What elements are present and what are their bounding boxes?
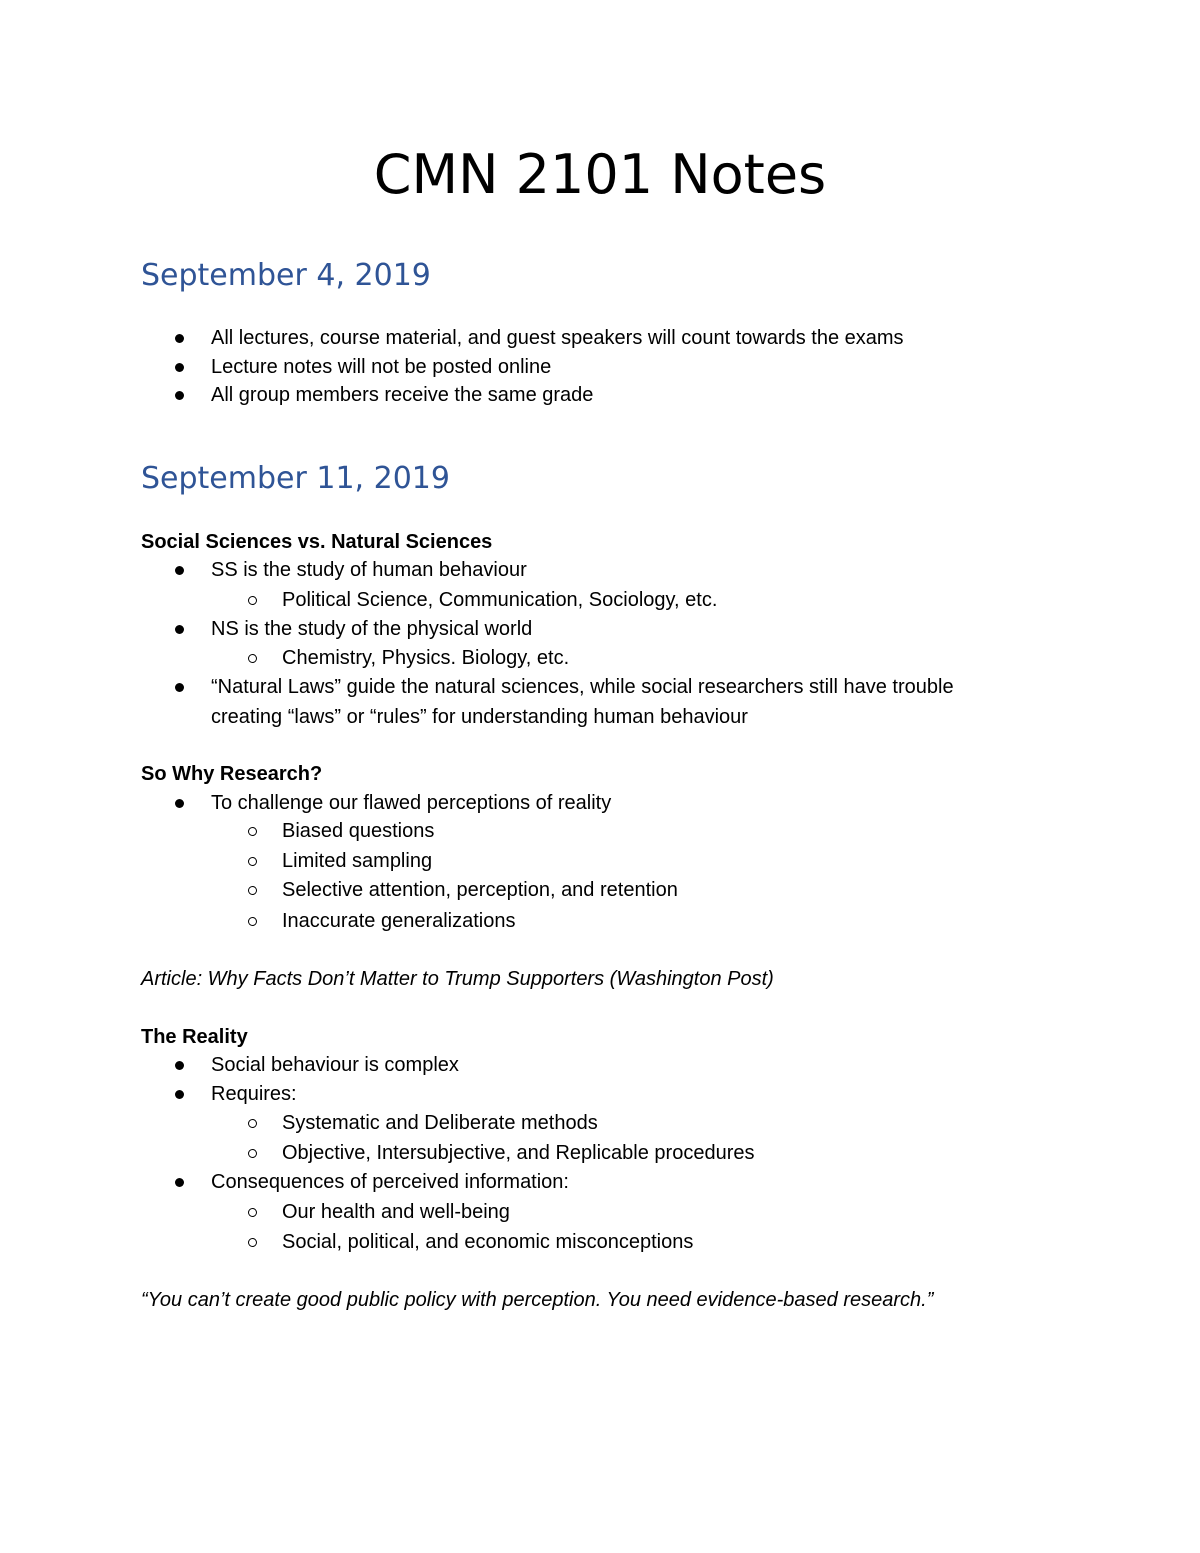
sub-list-item: Systematic and Deliberate methods	[282, 1112, 598, 1134]
sub-bullet-icon	[246, 1110, 260, 1136]
sub-list-item: Limited sampling	[282, 850, 433, 872]
list-item: To challenge our flawed perceptions of reality	[211, 792, 612, 814]
sub-list-item: Biased questions	[282, 820, 435, 842]
subheading-the-reality: The Reality	[141, 1026, 248, 1048]
sub-bullet-icon	[246, 1229, 260, 1255]
sub-list-item: Social, political, and economic misconceptions	[282, 1231, 694, 1253]
sub-list-item: Political Science, Communication, Sociology, etc.	[282, 589, 718, 611]
sub-bullet-icon	[246, 908, 260, 934]
list-item: Requires:	[211, 1083, 297, 1105]
document-title: CMN 2101 Notes	[373, 143, 827, 206]
list-item: Lecture notes will not be posted online	[211, 356, 552, 378]
sub-bullet-icon	[246, 587, 260, 613]
closing-quote: “You can’t create good public policy with perception. You need evidence-based research.”	[141, 1289, 934, 1311]
sub-bullet-icon	[246, 1140, 260, 1166]
list-item: Consequences of perceived information:	[211, 1171, 569, 1193]
list-item: Social behaviour is complex	[211, 1054, 459, 1076]
list-item: “Natural Laws” guide the natural sciences, while social researchers still have trouble	[211, 676, 954, 698]
sub-bullet-icon	[246, 1199, 260, 1225]
sub-list-item: Our health and well-being	[282, 1201, 510, 1223]
sub-list-item: Inaccurate generalizations	[282, 910, 516, 932]
list-item-continuation: creating “laws” or “rules” for understanding human behaviour	[211, 706, 748, 728]
sub-list-item: Chemistry, Physics. Biology, etc.	[282, 647, 570, 669]
section-date-sep-11: September 11, 2019	[141, 461, 450, 496]
list-item: SS is the study of human behaviour	[211, 559, 527, 581]
list-item: All group members receive the same grade	[211, 384, 594, 406]
subheading-social-vs-natural: Social Sciences vs. Natural Sciences	[141, 531, 493, 553]
sub-bullet-icon	[246, 877, 260, 903]
sub-list-item: Objective, Intersubjective, and Replicable procedures	[282, 1142, 755, 1164]
list-item: All lectures, course material, and guest speakers will count towards the exams	[211, 327, 904, 349]
sub-bullet-icon	[246, 818, 260, 844]
sub-bullet-icon	[246, 848, 260, 874]
sub-bullet-icon	[246, 645, 260, 671]
article-reference: Article: Why Facts Don’t Matter to Trump Supporters (Washington Post)	[141, 968, 774, 990]
section-date-sep-4: September 4, 2019	[141, 258, 431, 293]
list-item: NS is the study of the physical world	[211, 618, 533, 640]
sub-list-item: Selective attention, perception, and retention	[282, 879, 678, 901]
subheading-why-research: So Why Research?	[141, 763, 323, 785]
